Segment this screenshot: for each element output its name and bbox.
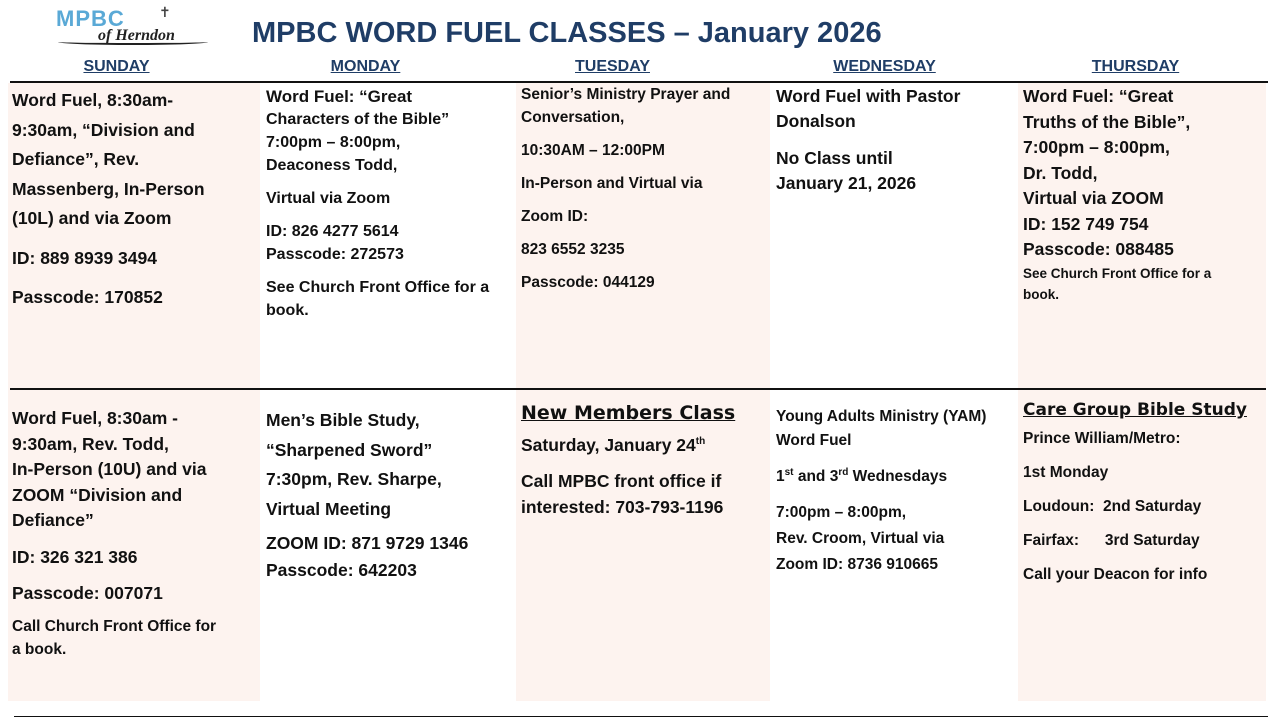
day-header-sunday: SUNDAY <box>83 58 150 75</box>
class-frequency <box>776 465 1018 489</box>
class-time: 10:30AM – 12:00PM <box>521 142 665 159</box>
class-line: Word Fuel: “Great <box>266 87 413 106</box>
day-header-wednesday: WEDNESDAY <box>833 58 936 75</box>
class-line: Defiance” <box>12 510 94 530</box>
thursday-class-2 <box>1023 397 1266 587</box>
passcode: Passcode: 088485 <box>1023 239 1174 259</box>
row-divider <box>10 388 1266 390</box>
class-line: Word Fuel, 8:30am- <box>12 90 174 110</box>
passcode: Passcode: 044129 <box>521 274 655 291</box>
wednesday-class-2 <box>776 405 1018 577</box>
class-date-text: Saturday, January 24 <box>521 435 696 455</box>
passcode: Passcode: 642203 <box>266 560 417 580</box>
class-line: Conversation, <box>521 109 625 126</box>
class-line: Virtual Meeting <box>266 498 392 519</box>
logo-wordmark: MPBC <box>56 6 125 31</box>
class-line: No Class until <box>776 148 893 168</box>
class-line: 9:30am, Rev. Todd, <box>12 433 169 454</box>
class-line: Deaconess Todd, <box>266 157 398 174</box>
class-line: 7:00pm – 8:00pm, <box>266 134 401 151</box>
class-line: Word Fuel: “Great <box>1023 86 1174 106</box>
class-line: (10L) and via Zoom <box>12 208 172 228</box>
zoom-id: Zoom ID: 8736 910665 <box>776 556 938 573</box>
zoom-id: ID: 326 321 386 <box>12 546 138 567</box>
date-suffix: th <box>695 436 706 448</box>
class-line: Prince William/Metro: <box>1023 430 1181 447</box>
note: See Church Front Office for a <box>1023 265 1212 281</box>
class-line: Rev. Croom, Virtual via <box>776 530 945 547</box>
note: Call Church Front Office for <box>12 617 217 635</box>
class-line: Young Adults Ministry (YAM) <box>776 408 987 425</box>
class-line: Truths of the Bible”, <box>1023 111 1191 132</box>
logo-tagline: of Herndon <box>98 27 175 44</box>
class-line: Massenberg, In-Person <box>12 178 205 199</box>
note: See Church Front Office for a <box>266 279 490 296</box>
class-line: Word Fuel with Pastor <box>776 86 961 106</box>
freq-suffix: rd <box>838 466 849 478</box>
new-members-heading: New Members Class <box>521 402 736 424</box>
class-line: Call MPBC front office if <box>521 471 722 491</box>
tuesday-class-2 <box>521 400 771 520</box>
monday-class-1 <box>266 85 516 322</box>
class-line: Word Fuel, 8:30am - <box>12 408 178 428</box>
passcode: Passcode: 170852 <box>12 287 163 307</box>
zoom-id: ID: 889 8939 3494 <box>12 247 157 268</box>
zoom-id: ID: 826 4277 5614 <box>266 223 399 240</box>
passcode: Passcode: 272573 <box>266 246 404 263</box>
sunday-class-2 <box>12 406 258 661</box>
freq-text: and 3 <box>793 468 839 485</box>
cross-icon: ✝ <box>159 4 171 20</box>
class-line: ZOOM “Division and <box>12 484 183 505</box>
class-line: Men’s Bible Study, <box>266 410 420 430</box>
class-line: In-Person and Virtual via <box>521 175 703 192</box>
class-line: Call your Deacon for info <box>1023 566 1208 583</box>
class-line: Virtual via ZOOM <box>1023 188 1164 208</box>
footer-divider <box>14 716 1268 717</box>
note: book. <box>266 302 309 319</box>
page-title: MPBC WORD FUEL CLASSES – January 2026 <box>252 17 882 49</box>
class-line: Loudoun: 2nd Saturday <box>1023 498 1202 515</box>
class-line: Defiance”, Rev. <box>12 149 140 169</box>
thursday-class-1 <box>1023 84 1266 305</box>
day-header-thursday: THURSDAY <box>1091 58 1180 75</box>
class-line: 7:00pm – 8:00pm, <box>1023 137 1170 157</box>
day-header-tuesday: TUESDAY <box>575 58 650 75</box>
care-group-heading: Care Group Bible Study <box>1023 400 1247 420</box>
freq-text: Wednesdays <box>848 468 948 485</box>
class-line: 9:30am, “Division and <box>12 119 195 140</box>
monday-class-2 <box>266 406 516 585</box>
passcode: Passcode: 007071 <box>12 583 163 603</box>
class-line: Zoom ID: <box>521 208 589 225</box>
class-line: 1st Monday <box>1023 464 1109 481</box>
class-line: Characters of the Bible” <box>266 111 450 128</box>
note: book. <box>1023 286 1059 302</box>
zoom-id: ID: 152 749 754 <box>1023 213 1149 234</box>
class-line: Word Fuel <box>776 432 852 449</box>
class-time: 7:00pm – 8:00pm, <box>776 504 907 521</box>
note: a book. <box>12 640 67 658</box>
class-line: 7:30pm, Rev. Sharpe, <box>266 469 442 489</box>
freq-suffix: st <box>784 466 794 478</box>
day-header-monday: MONDAY <box>330 58 401 75</box>
sunday-class-1 <box>12 86 258 313</box>
freq-text: 1 <box>776 468 785 485</box>
class-date <box>521 432 771 458</box>
zoom-id: 823 6552 3235 <box>521 241 625 258</box>
class-line: “Sharpened Sword” <box>266 439 433 460</box>
class-line: Fairfax: 3rd Saturday <box>1023 532 1200 549</box>
class-line: Dr. Todd, <box>1023 162 1098 183</box>
zoom-id: ZOOM ID: 871 9729 1346 <box>266 533 469 553</box>
class-line: January 21, 2026 <box>776 173 917 193</box>
wednesday-class-1 <box>776 84 1016 196</box>
class-line: Senior’s Ministry Prayer and <box>521 86 731 103</box>
logo-swoosh <box>58 39 208 45</box>
tuesday-class-1 <box>521 83 771 294</box>
class-line: Virtual via Zoom <box>266 190 391 207</box>
phone-line: interested: 703-793-1196 <box>521 497 724 517</box>
mpbc-logo <box>56 4 216 48</box>
class-line: Donalson <box>776 111 856 131</box>
class-line: In-Person (10U) and via <box>12 459 207 479</box>
